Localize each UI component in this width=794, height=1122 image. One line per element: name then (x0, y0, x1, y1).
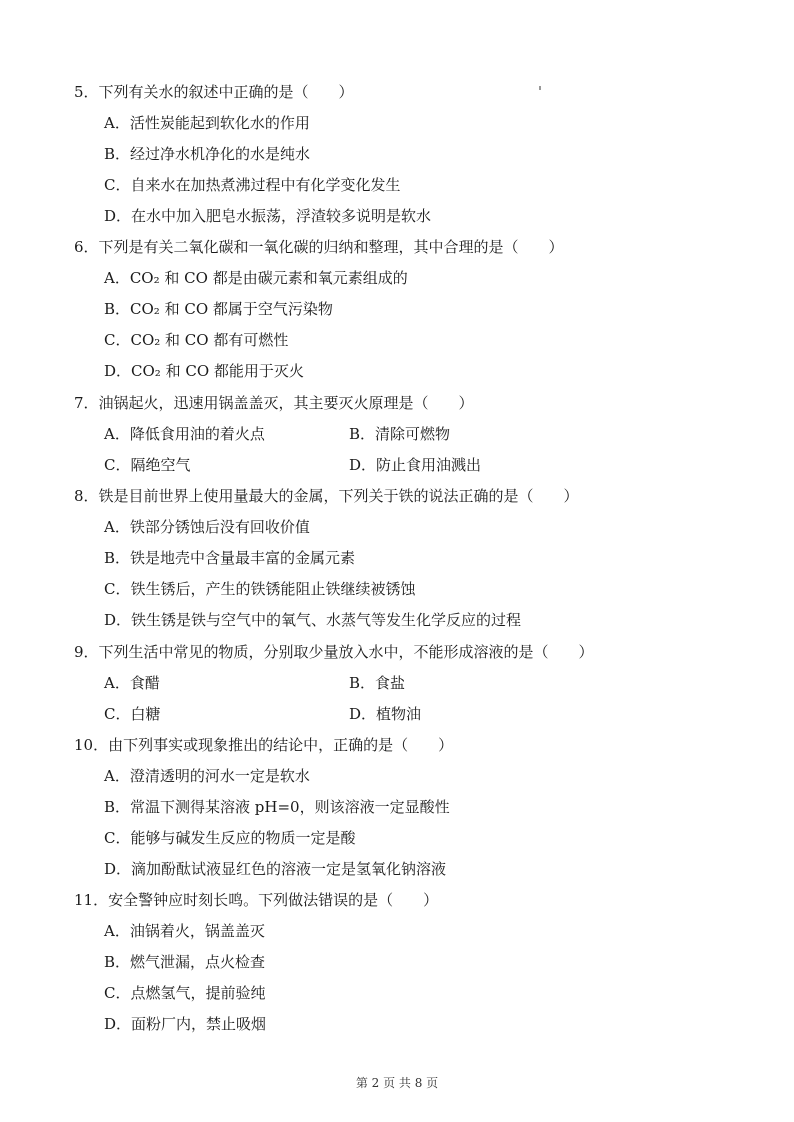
question-7-stem: 7．油锅起火，迅速用锅盖盖灭，其主要灭火原理是（ ） (74, 394, 474, 412)
question-5-stem: 5．下列有关水的叙述中正确的是（ ） (74, 83, 354, 101)
question-11-option-d: D．面粉厂内，禁止吸烟 (104, 1015, 267, 1033)
question-9-stem: 9．下列生活中常见的物质，分别取少量放入水中，不能形成溶液的是（ ） (74, 643, 594, 661)
question-9-option-d: D．植物油 (349, 705, 422, 723)
question-8-option-a: A．铁部分锈蚀后没有回收价值 (104, 518, 310, 536)
question-10-option-a: A．澄清透明的河水一定是软水 (104, 767, 310, 785)
question-5-option-d: D．在水中加入肥皂水振荡，浮渣较多说明是软水 (104, 207, 432, 225)
question-9-option-b: B．食盐 (349, 674, 406, 692)
question-6-option-c: C．CO₂ 和 CO 都有可燃性 (104, 331, 289, 349)
question-8-stem: 8．铁是目前世界上使用量最大的金属，下列关于铁的说法正确的是（ ） (74, 487, 579, 505)
question-7-option-a: A．降低食用油的着火点 (104, 425, 265, 443)
question-11-option-b: B．燃气泄漏，点火检查 (104, 953, 266, 971)
question-8-option-c: C．铁生锈后，产生的铁锈能阻止铁继续被锈蚀 (104, 580, 416, 598)
question-6-option-b: B．CO₂ 和 CO 都属于空气污染物 (104, 300, 333, 318)
question-10-stem: 10．由下列事实或现象推出的结论中，正确的是（ ） (74, 736, 454, 754)
question-7-option-d: D．防止食用油溅出 (349, 456, 482, 474)
question-8-option-d: D．铁生锈是铁与空气中的氧气、水蒸气等发生化学反应的过程 (104, 611, 522, 629)
question-6-stem: 6．下列是有关二氧化碳和一氧化碳的归纳和整理，其中合理的是（ ） (74, 238, 564, 256)
question-11-option-a: A．油锅着火，锅盖盖灭 (104, 922, 265, 940)
question-6-option-a: A．CO₂ 和 CO 都是由碳元素和氧元素组成的 (104, 269, 408, 287)
question-8-option-b: B．铁是地壳中含量最丰富的金属元素 (104, 549, 356, 567)
question-9-option-c: C．白糖 (104, 705, 161, 723)
question-10-option-b: B．常温下测得某溶液 pH=0，则该溶液一定显酸性 (104, 798, 450, 816)
question-11-option-c: C．点燃氢气，提前验纯 (104, 984, 266, 1002)
question-5-option-c: C．自来水在加热煮沸过程中有化学变化发生 (104, 176, 401, 194)
question-5-option-b: B．经过净水机净化的水是纯水 (104, 145, 311, 163)
question-7-option-c: C．隔绝空气 (104, 456, 191, 474)
question-10-option-d: D．滴加酚酞试液显红色的溶液一定是氢氧化钠溶液 (104, 860, 447, 878)
question-9-option-a: A．食醋 (104, 674, 160, 692)
scan-mark (539, 86, 541, 90)
question-10-option-c: C．能够与碱发生反应的物质一定是酸 (104, 829, 356, 847)
question-7-option-b: B．清除可燃物 (349, 425, 451, 443)
question-6-option-d: D．CO₂ 和 CO 都能用于灭火 (104, 362, 304, 380)
page-footer: 第 2 页 共 8 页 (355, 1076, 439, 1090)
question-5-option-a: A．活性炭能起到软化水的作用 (104, 114, 310, 132)
question-11-stem: 11．安全警钟应时刻长鸣。下列做法错误的是（ ） (74, 891, 439, 909)
